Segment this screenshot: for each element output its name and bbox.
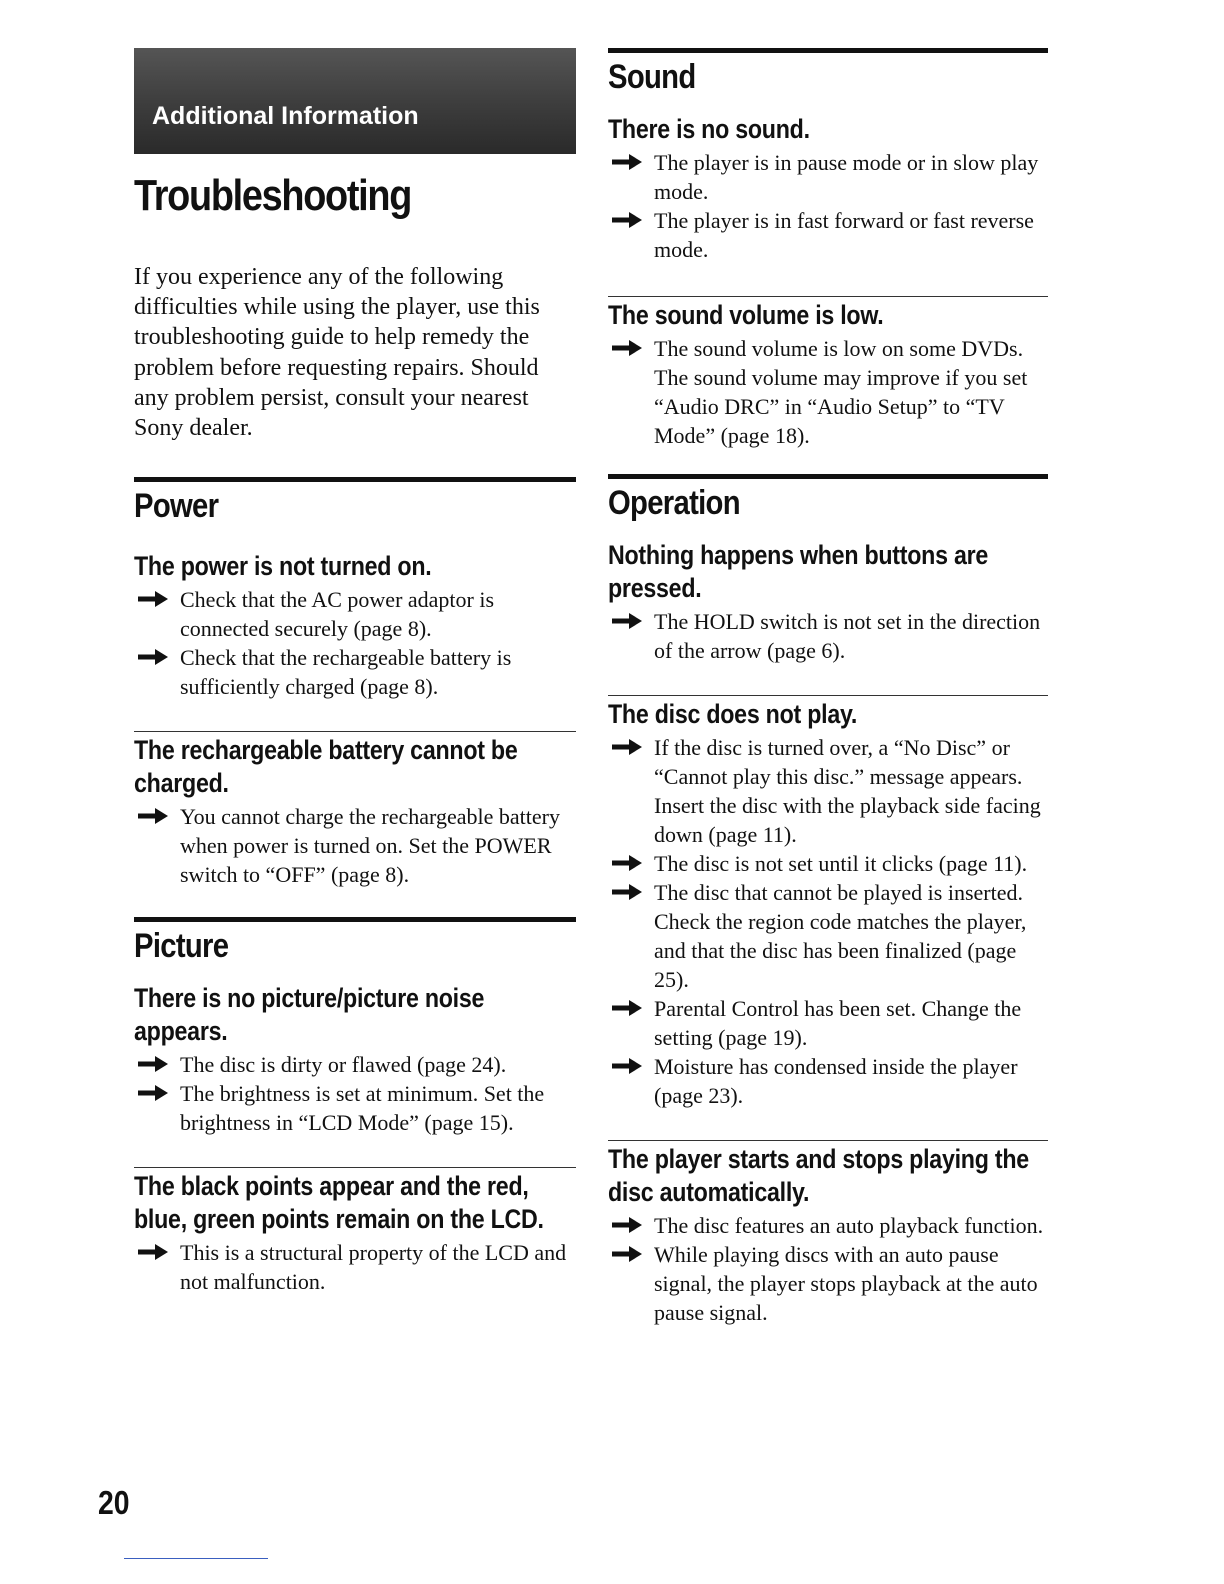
footer-divider [124,1558,268,1559]
issue-block [608,296,1048,450]
solution-list [134,1238,576,1296]
section-divider [134,477,576,482]
arrow-right-icon [612,1000,642,1016]
issue-title: The disc does not play. [608,699,858,729]
issue-divider [134,1167,576,1168]
issue-block [608,695,1048,1110]
arrow-right-icon [612,340,642,356]
issue-title: There is no sound. [608,114,810,144]
banner-label: Additional Information [152,102,419,130]
issue-title: The black points appear and the red, blue, green points remain on the LCD. [134,1171,544,1235]
arrow-right-icon [612,739,642,755]
solution-list [134,1050,576,1137]
issue-divider [608,695,1048,696]
issue-title: There is no picture/picture noise appears. [134,983,485,1047]
arrow-right-icon [612,1058,642,1074]
section-title: Power [134,487,219,526]
solution-item: The disc features an auto playback function. [608,1211,1048,1240]
solution-list [134,802,576,889]
solution-item: The HOLD switch is not set in the direction of the arrow (page 6). [608,607,1048,665]
arrow-right-icon [612,855,642,871]
issue-divider [134,731,576,732]
solution-list [608,148,1048,264]
left-column [134,48,576,1296]
arrow-right-icon [612,884,642,900]
section-title: Picture [134,927,229,966]
arrow-right-icon [612,154,642,170]
issue-title: The player starts and stops playing the disc automatically. [608,1144,1029,1207]
solution-item: The disc is dirty or flawed (page 24). [134,1050,576,1079]
issue-divider [608,296,1048,297]
arrow-right-icon [138,1056,168,1072]
page-title: Troubleshooting [134,171,412,220]
issue-block [608,1140,1048,1327]
solution-list [134,585,576,701]
right-column [608,48,1048,1327]
arrow-right-icon [138,1085,168,1101]
solution-item: This is a structural property of the LCD and not malfunction. [134,1238,576,1296]
section-picture [134,917,576,1296]
solution-item: The disc is not set until it clicks (page 11). [608,849,1048,878]
issue-title: Nothing happens when buttons are pressed. [608,540,989,603]
section-operation [608,474,1048,1327]
solution-item: The brightness is set at minimum. Set the brightness in “LCD Mode” (page 15). [134,1079,576,1137]
section-divider [608,474,1048,479]
issue-block [134,982,576,1137]
arrow-right-icon [138,591,168,607]
solution-item: Parental Control has been set. Change the setting (page 19). [608,994,1048,1052]
solution-list [608,1211,1048,1327]
section-power [134,477,576,889]
solution-item: The sound volume is low on some DVDs. The sound volume may improve if you set “Audio DRC” in “Audio Setup” to “TV Mode” (page 18). [608,334,1048,450]
solution-item: Check that the rechargeable battery is sufficiently charged (page 8). [134,643,576,701]
section-divider [608,48,1048,53]
solution-item: Check that the AC power adaptor is connected securely (page 8). [134,585,576,643]
arrow-right-icon [612,1217,642,1233]
issue-block [608,113,1048,264]
issue-title: The sound volume is low. [608,300,884,330]
issue-title: The power is not turned on. [134,551,432,582]
solution-item: The player is in pause mode or in slow play mode. [608,148,1048,206]
solution-item: The disc that cannot be played is inserted. Check the region code matches the player, and that the disc has been finalized (page 25). [608,878,1048,994]
solution-list [608,733,1048,1110]
solution-item: The player is in fast forward or fast reverse mode. [608,206,1048,264]
section-banner [134,48,576,154]
solution-item: You cannot charge the rechargeable battery when power is turned on. Set the POWER switch to “OFF” (page 8). [134,802,576,889]
section-divider [134,917,576,922]
solution-item: While playing discs with an auto pause signal, the player stops playback at the auto pause signal. [608,1240,1048,1327]
page-number: 20 [98,1484,130,1521]
solution-list [608,607,1048,665]
issue-block [134,1167,576,1296]
intro-paragraph: If you experience any of the following difficulties while using the player, use this troubleshooting guide to help remedy the problem before requesting repairs. Should any problem persist, consult your nearest Sony dealer. [134,264,540,442]
arrow-right-icon [138,649,168,665]
arrow-right-icon [612,1246,642,1262]
solution-item: If the disc is turned over, a “No Disc” or “Cannot play this disc.” message appears. Insert the disc with the playback side facing down (page 11). [608,733,1048,849]
section-title: Operation [608,484,740,522]
issue-title: The rechargeable battery cannot be charged. [134,735,518,799]
section-sound [608,48,1048,450]
issue-block [608,539,1048,665]
solution-item: Moisture has condensed inside the player (page 23). [608,1052,1048,1110]
arrow-right-icon [612,613,642,629]
solution-list [608,334,1048,450]
arrow-right-icon [612,212,642,228]
issue-block [134,731,576,889]
section-title: Sound [608,58,696,96]
issue-block [134,550,576,701]
arrow-right-icon [138,808,168,824]
arrow-right-icon [138,1244,168,1260]
issue-divider [608,1140,1048,1141]
